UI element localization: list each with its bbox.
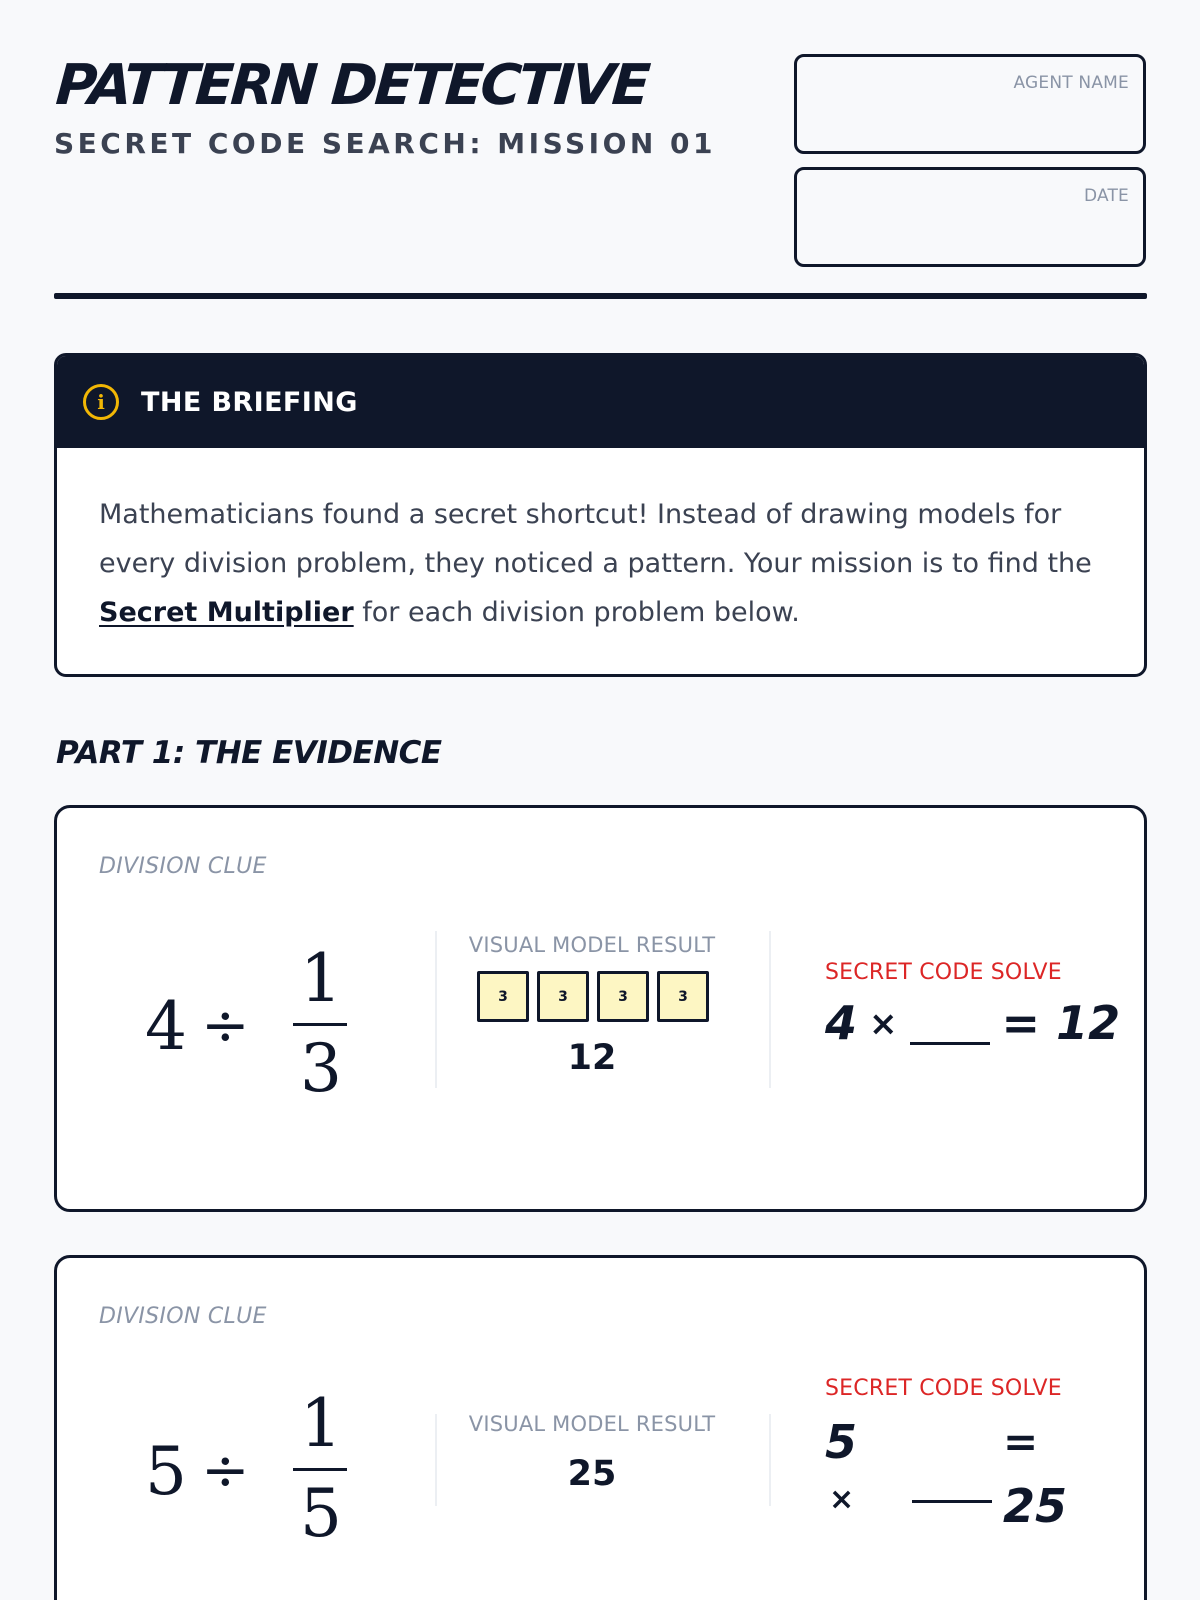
- fraction-denominator: 3: [300, 1030, 342, 1107]
- fraction-numerator: 1: [300, 1385, 342, 1462]
- briefing-header: [57, 356, 1144, 448]
- secret-code-label: SECRET CODE SOLVE: [825, 1376, 1062, 1401]
- times-sign: ×: [829, 1482, 855, 1517]
- divide-sign: ÷: [201, 1436, 250, 1504]
- briefing-title: THE BRIEFING: [141, 386, 358, 418]
- visual-model-chips: [477, 971, 709, 1022]
- briefing-text-end: for each division problem below.: [353, 597, 800, 628]
- fraction-denominator: 5: [300, 1475, 342, 1552]
- fraction-bar: [293, 1023, 347, 1026]
- equals-sign: =: [1001, 996, 1041, 1050]
- model-chip: 3: [597, 971, 649, 1022]
- model-chip: 3: [477, 971, 529, 1022]
- briefing-panel: [54, 353, 1147, 677]
- page-subtitle: SECRET CODE SEARCH: MISSION 01: [54, 127, 717, 160]
- model-chip: 3: [657, 971, 709, 1022]
- clue-card: [54, 1255, 1147, 1600]
- model-chip: 3: [537, 971, 589, 1022]
- fraction-numerator: 1: [300, 940, 342, 1017]
- equation-product: 12: [1056, 996, 1121, 1050]
- equals-sign: =: [1003, 1417, 1039, 1466]
- visual-model-value: 25: [567, 1454, 617, 1494]
- column-divider: [435, 931, 437, 1088]
- equation-factor: 5: [825, 1415, 858, 1469]
- header-divider: [54, 293, 1147, 299]
- division-clue-label: DIVISION CLUE: [99, 1304, 267, 1329]
- answer-blank[interactable]: [912, 1500, 992, 1503]
- secret-code-equation: [825, 996, 1121, 1050]
- visual-model-label: VISUAL MODEL RESULT: [468, 1412, 716, 1436]
- equation-product: 25: [1003, 1479, 1068, 1533]
- visual-model-label: VISUAL MODEL RESULT: [468, 933, 716, 957]
- part-1-title: PART 1: THE EVIDENCE: [56, 735, 442, 771]
- page-title: PATTERN DETECTIVE: [53, 53, 650, 118]
- agent-name-field[interactable]: [794, 54, 1146, 154]
- divide-sign: ÷: [201, 991, 250, 1059]
- division-clue-label: DIVISION CLUE: [99, 854, 267, 879]
- fraction-bar: [293, 1468, 347, 1471]
- secret-multiplier-term: Secret Multiplier: [99, 597, 354, 628]
- times-sign: ×: [869, 1004, 898, 1044]
- dividend: 5: [145, 1433, 187, 1510]
- column-divider: [769, 1414, 771, 1506]
- date-field[interactable]: [794, 167, 1146, 267]
- clue-card: [54, 805, 1147, 1212]
- visual-model-value: 12: [567, 1038, 617, 1078]
- agent-name-label: AGENT NAME: [1013, 73, 1129, 93]
- info-icon: i: [83, 384, 119, 420]
- date-label: DATE: [1083, 186, 1129, 206]
- column-divider: [435, 1414, 437, 1506]
- answer-blank[interactable]: [910, 1015, 990, 1045]
- column-divider: [769, 931, 771, 1088]
- division-expression: [145, 940, 355, 1107]
- equation-factor: 4: [825, 996, 858, 1050]
- secret-code-label: SECRET CODE SOLVE: [825, 960, 1062, 985]
- dividend: 4: [145, 988, 187, 1065]
- briefing-text-start: Mathematicians found a secret shortcut! Instead of drawing models for every division problem, they noticed a pattern. Your mission is to find the: [99, 499, 1092, 579]
- division-expression: [145, 1385, 355, 1552]
- briefing-text: [57, 448, 1144, 637]
